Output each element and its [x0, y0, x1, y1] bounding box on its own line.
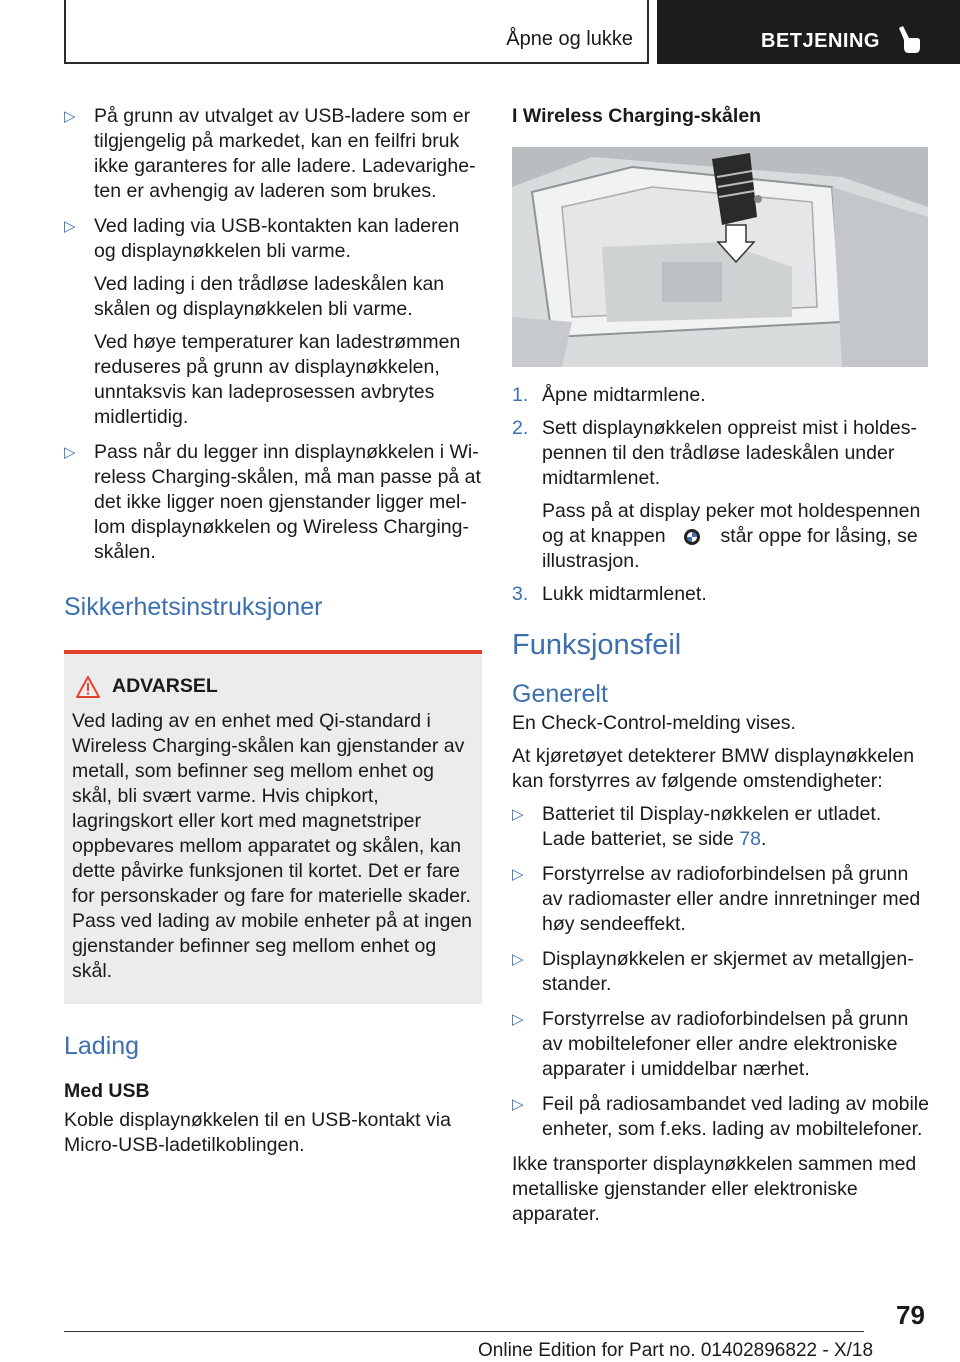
right-column	[512, 104, 930, 1235]
step-text: Åpne midtarmlene.	[542, 384, 706, 406]
step-item	[512, 383, 930, 408]
charging-tray-illustration	[512, 147, 928, 367]
list-item-text: Displaynøkkelen er skjermet av metallgjenstander.	[542, 948, 914, 995]
usb-text: Koble displaynøkkelen til en USB-kontakt via Micro-USB-ladetilkoblingen.	[64, 1109, 451, 1156]
triangle-bullet-icon: ▷	[512, 1096, 524, 1113]
warning-text: Ved lading av en enhet med Qi-standard i Wireless Charging-skålen kan gjenstander av metall, som befinner seg mellom enhet og skål, bli svært varme. Hvis chipkort, lagringskort eller kort med magnetstriper oppbevares mellom apparatet og skålen, kan dette påvirke funksjonen til kortet. Det er fare for personskader og fare for materielle skader. Pass ved lading av mobile enheter på at ingen gjenstander befinner seg mellom enhet og skål.	[72, 710, 473, 982]
list-item	[512, 1092, 930, 1142]
warning-title: ADVARSEL	[112, 675, 218, 697]
step-number: 2.	[512, 417, 529, 439]
list-item-text: Ved lading i den trådløse ladeskålen kan skålen og displaynøkkelen bli varme.	[94, 273, 445, 320]
warning-triangle-icon	[76, 676, 100, 698]
pointing-hand-icon	[895, 26, 921, 54]
list-item	[512, 1007, 930, 1082]
list-item	[512, 802, 930, 852]
header-chapter-box	[657, 0, 960, 64]
step-item	[512, 416, 930, 574]
step-text-part: Pass på at display peker mot holdespennen og at knappen	[542, 500, 921, 547]
closing-text: Ikke transporter displaynøkkelen sammen med metalliske gjenstander eller elektroniske apparater.	[512, 1153, 917, 1225]
triangle-bullet-icon: ▷	[64, 108, 76, 125]
triangle-bullet-icon: ▷	[64, 218, 76, 235]
list-item-text: Batteriet til Display-nøkkelen er utladet. Lade batteriet, se side 78.	[542, 803, 882, 850]
page-number: 79	[896, 1300, 925, 1330]
step-text: Lukk midtarmlenet.	[542, 583, 707, 605]
list-item	[512, 862, 930, 937]
step-number: 1.	[512, 384, 529, 406]
section-title: Åpne og lukke	[506, 28, 633, 50]
chapter-title: BETJENING	[761, 30, 880, 52]
list-item	[512, 947, 930, 997]
step-text: Sett displaynøkkelen oppreist mist i holdespennen til den trådløse ladeskålen under midtarmlenet.	[542, 417, 918, 489]
step-text	[542, 499, 930, 574]
triangle-bullet-icon: ▷	[512, 806, 524, 823]
list-item	[64, 214, 482, 430]
list-item-text: Forstyrrelse av radioforbindelsen på grunn av mobiltelefoner eller andre elektroniske apparater i umiddelbar nærhet.	[542, 1008, 909, 1080]
warning-title-row	[72, 674, 474, 699]
lading-heading: Lading	[64, 1032, 140, 1060]
usb-heading: Med USB	[64, 1080, 150, 1102]
general-text: At kjøretøyet detekterer BMW displaynøkkelen kan forstyrres av følgende omstendigheter:	[512, 745, 915, 792]
header-section-box	[64, 0, 649, 64]
footer-divider	[64, 1331, 864, 1332]
triangle-bullet-icon: ▷	[512, 951, 524, 968]
general-text: En Check-Control-melding vises.	[512, 712, 796, 734]
triangle-bullet-icon: ▷	[512, 866, 524, 883]
page-link[interactable]: 78	[739, 828, 762, 850]
warning-box	[64, 650, 482, 1004]
general-heading: Generelt	[512, 680, 608, 708]
step-text-part: står oppe for låsing, se illustrasjon.	[542, 525, 918, 572]
list-item	[64, 440, 482, 565]
bmw-button-icon	[683, 528, 701, 546]
triangle-bullet-icon: ▷	[64, 444, 76, 461]
list-item-text: Ved lading via USB-kontakten kan laderen og displaynøkkelen bli varme.	[94, 215, 460, 262]
safety-heading: Sikkerhetsinstruksjoner	[64, 593, 323, 621]
left-column	[64, 104, 482, 1158]
list-item-text: Ved høye temperaturer kan ladestrømmen reduseres på grunn av displaynøkkelen, unntaksvis kan ladeprosessen avbrytes midlertidig.	[94, 331, 461, 428]
step-number: 3.	[512, 583, 529, 605]
list-item-text: Feil på radiosambandet ved lading av mobile enheter, som f.eks. lading av mobiltelefoner.	[542, 1093, 929, 1140]
list-item-text: Forstyrrelse av radioforbindelsen på grunn av radiomaster eller andre innretninger med høy sendeeffekt.	[542, 863, 921, 935]
fault-heading: Funksjonsfeil	[512, 629, 682, 661]
list-item-text: Pass når du legger inn displaynøkkelen i Wireless Charging-skålen, må man passe på at det ikke ligger noen gjenstander ligger mellom displaynøkkelen og Wireless Charging-skålen.	[94, 441, 481, 563]
step-item	[512, 582, 930, 607]
wireless-heading: I Wireless Charging-skålen	[512, 105, 762, 127]
list-item	[64, 104, 482, 204]
triangle-bullet-icon: ▷	[512, 1011, 524, 1028]
list-item-text: På grunn av utvalget av USB-ladere som er tilgjengelig på markedet, kan en feilfri bruk ikke garanteres for alle ladere. Ladevarigheten er avhengig av laderen som brukes.	[94, 105, 476, 202]
footer-edition: Online Edition for Part no. 01402896822 - X/18	[478, 1340, 874, 1361]
